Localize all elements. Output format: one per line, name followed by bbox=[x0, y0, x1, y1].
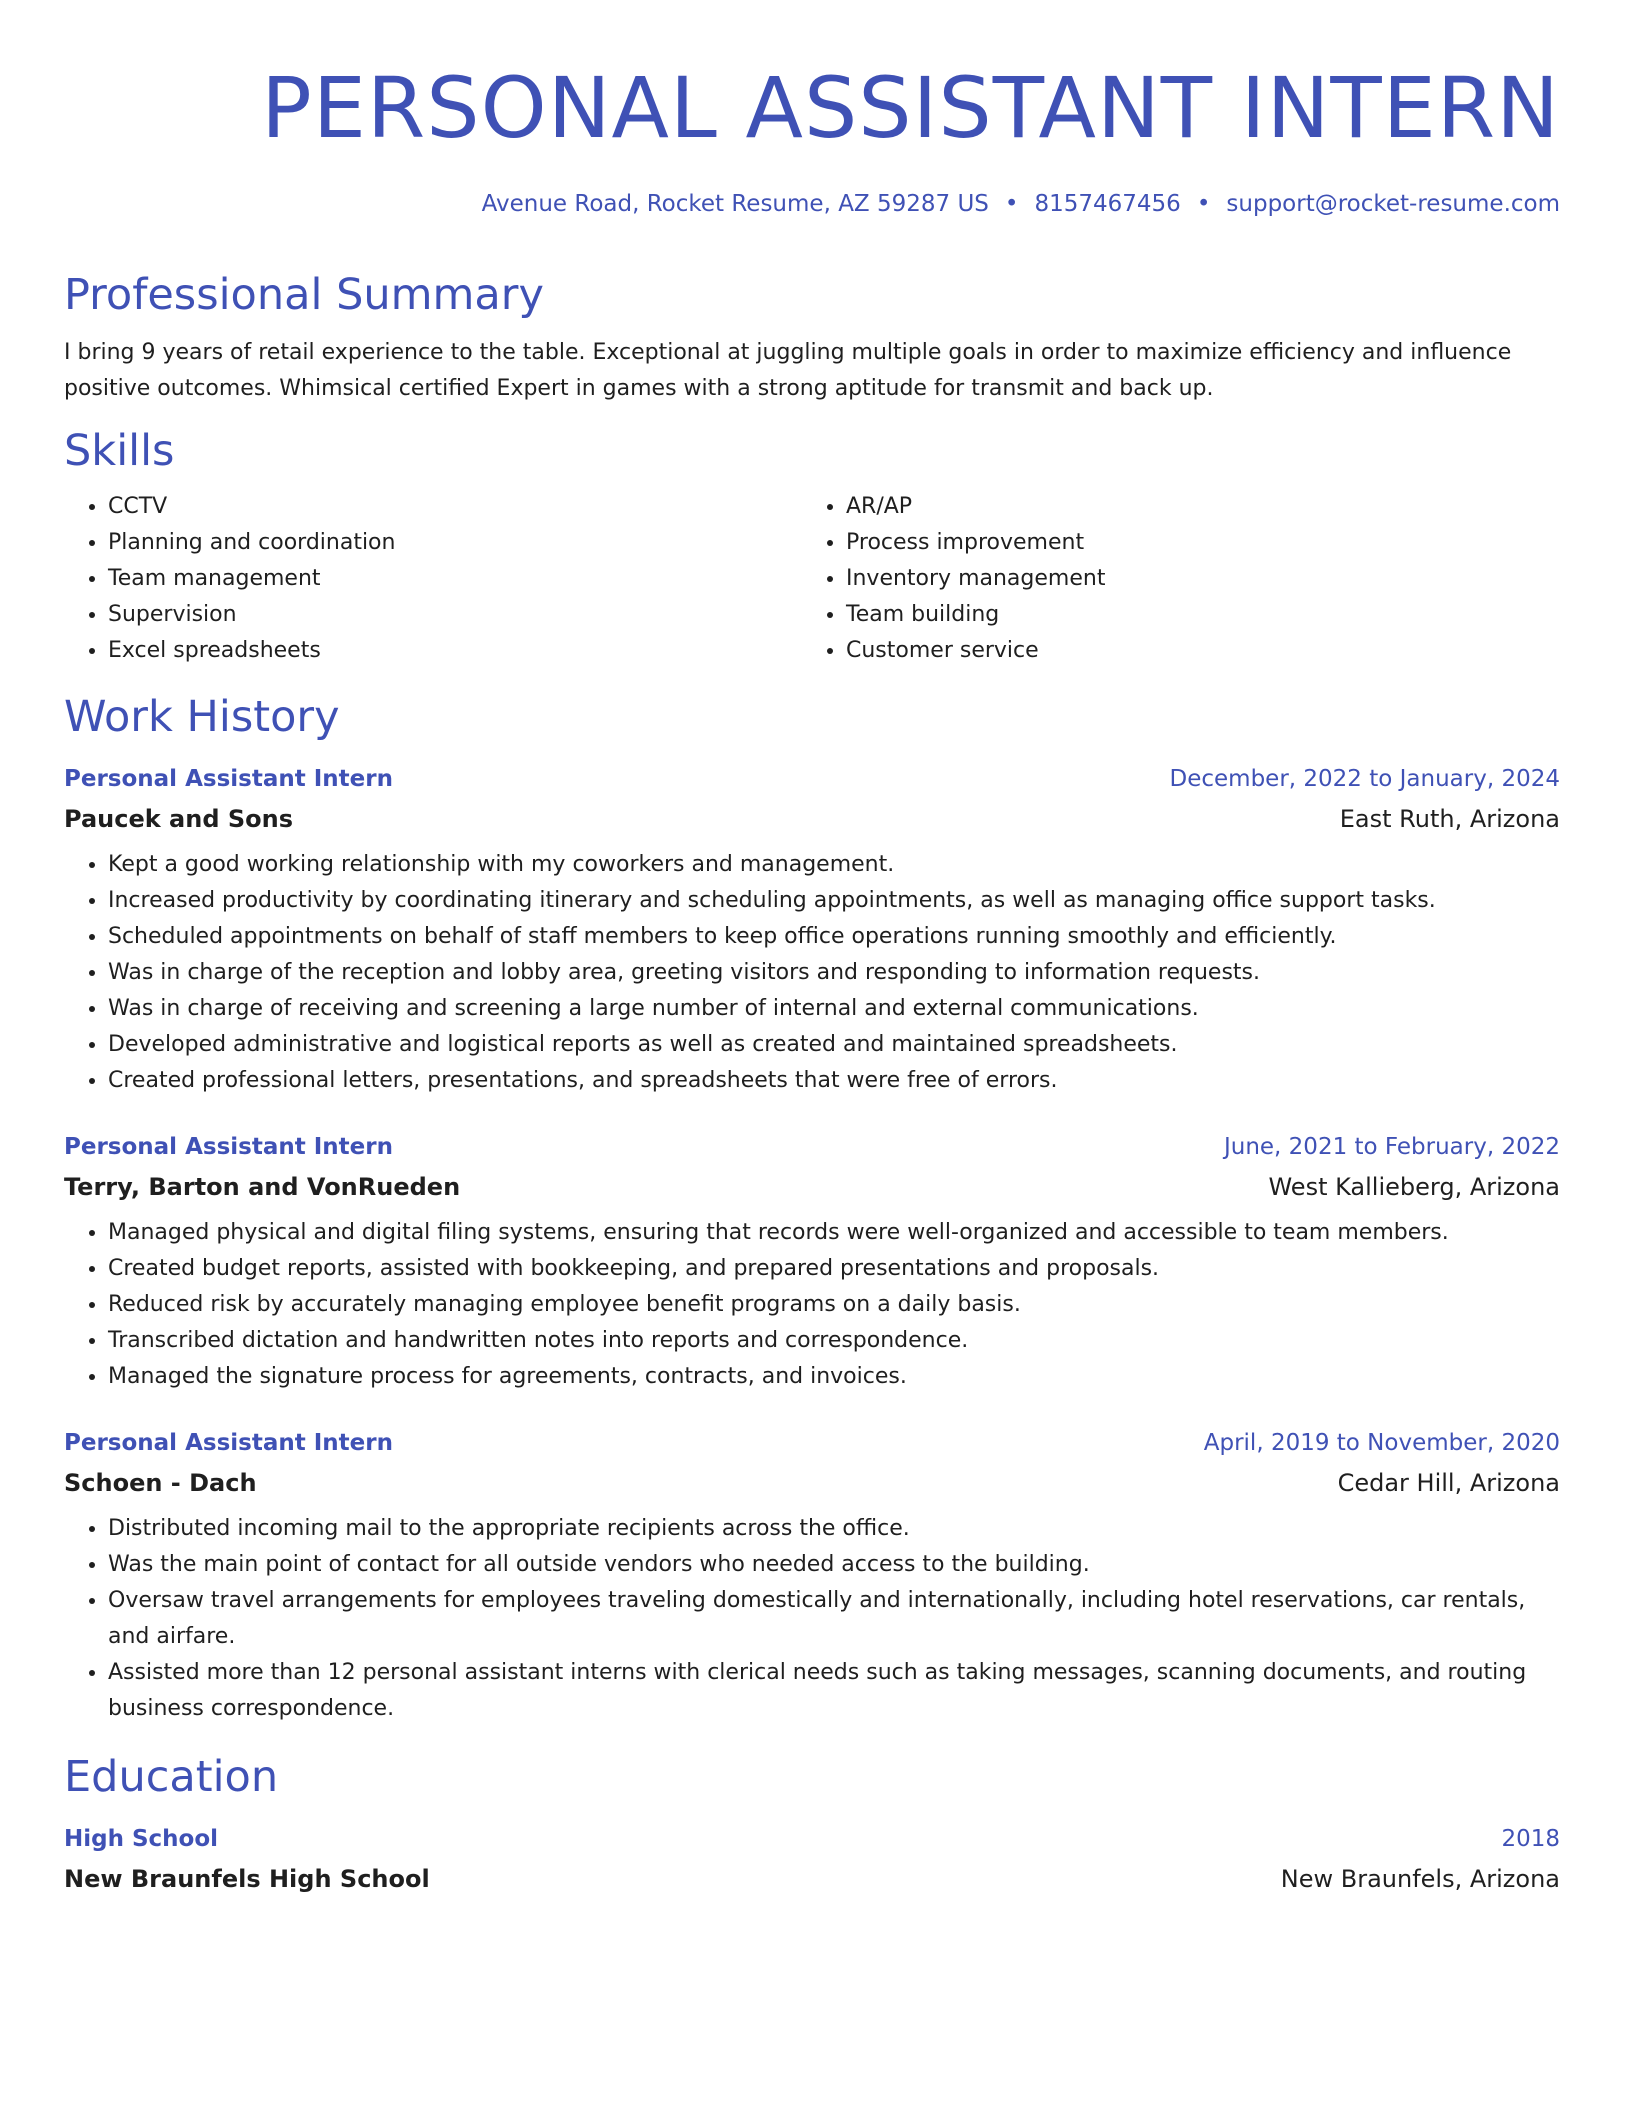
job-header bbox=[64, 1427, 1560, 1459]
separator-dot: • bbox=[1004, 191, 1019, 217]
education-entry bbox=[64, 1823, 1560, 1895]
job-bullet: • Created budget reports, assisted with bookkeeping, and prepared presentations and proposals. bbox=[108, 1251, 1560, 1287]
job-title: Personal Assistant Intern bbox=[64, 1134, 393, 1160]
job-bullet: • Was in charge of receiving and screening a large number of internal and external communications. bbox=[108, 991, 1560, 1027]
job-bullet: • Oversaw travel arrangements for employees traveling domestically and internationally, including hotel reservations, car rentals, and airfare. bbox=[108, 1583, 1560, 1655]
job-dates: April, 2019 to November, 2020 bbox=[1203, 1430, 1560, 1456]
job-dates: June, 2021 to February, 2022 bbox=[1223, 1134, 1560, 1160]
job-entry bbox=[64, 1427, 1560, 1727]
candidate-name: PERSONAL ASSISTANT INTERN bbox=[261, 59, 1560, 157]
skill-item: • Team building bbox=[846, 597, 1540, 633]
summary-text: I bring 9 years of retail experience to the table. Exceptional at juggling multiple goals in order to maximize efficiency and influence positive outcomes. Whimsical certified Expert in games with a strong aptitude for transmit and back up. bbox=[64, 340, 1512, 401]
skills-heading: Skills bbox=[64, 426, 175, 476]
job-bullet: • Increased productivity by coordinating itinerary and scheduling appointments, as well as managing office support tasks. bbox=[108, 883, 1560, 919]
phone[interactable]: 8157467456 bbox=[1034, 191, 1181, 217]
job-bullet: • Scheduled appointments on behalf of staff members to keep office operations running smoothly and efficiently. bbox=[108, 919, 1560, 955]
skill-item: • Excel spreadsheets bbox=[108, 633, 802, 669]
education-subheader bbox=[64, 1863, 1560, 1895]
company-name: Terry, Barton and VonRueden bbox=[64, 1173, 461, 1201]
job-bullets bbox=[64, 1511, 1560, 1727]
job-location: West Kallieberg, Arizona bbox=[1268, 1173, 1560, 1201]
degree: High School bbox=[64, 1826, 219, 1852]
skill-item: • AR/AP bbox=[846, 489, 1540, 525]
job-bullet: • Managed the signature process for agreements, contracts, and invoices. bbox=[108, 1359, 1560, 1395]
work-history-heading: Work History bbox=[64, 692, 340, 742]
job-bullet: • Assisted more than 12 personal assistant interns with clerical needs such as taking messages, scanning documents, and routing business correspondence. bbox=[108, 1655, 1560, 1727]
job-bullets bbox=[64, 847, 1560, 1099]
school-name: New Braunfels High School bbox=[64, 1865, 430, 1893]
contact-line bbox=[64, 189, 1560, 219]
resume-page bbox=[64, 0, 1560, 1895]
email-link[interactable]: support@rocket-resume.com bbox=[1226, 191, 1560, 217]
company-name: Paucek and Sons bbox=[64, 805, 294, 833]
job-header bbox=[64, 763, 1560, 795]
job-entry bbox=[64, 1131, 1560, 1395]
skill-item: • Planning and coordination bbox=[108, 525, 802, 561]
job-location: East Ruth, Arizona bbox=[1339, 805, 1560, 833]
job-bullet: • Distributed incoming mail to the appropriate recipients across the office. bbox=[108, 1511, 1560, 1547]
job-bullet: • Developed administrative and logistical reports as well as created and maintained spreadsheets. bbox=[108, 1027, 1560, 1063]
education-heading: Education bbox=[64, 1752, 279, 1802]
job-subheader bbox=[64, 803, 1560, 835]
company-name: Schoen - Dach bbox=[64, 1469, 257, 1497]
job-subheader bbox=[64, 1467, 1560, 1499]
skill-item: • Customer service bbox=[846, 633, 1540, 669]
job-location: Cedar Hill, Arizona bbox=[1337, 1469, 1560, 1497]
skills-columns bbox=[64, 489, 1560, 669]
skills-list-left bbox=[64, 489, 802, 669]
summary-heading: Professional Summary bbox=[64, 270, 544, 320]
job-title: Personal Assistant Intern bbox=[64, 1430, 393, 1456]
job-bullet: • Transcribed dictation and handwritten notes into reports and correspondence. bbox=[108, 1323, 1560, 1359]
job-bullet: • Kept a good working relationship with my coworkers and management. bbox=[108, 847, 1560, 883]
address: Avenue Road, Rocket Resume, AZ 59287 US bbox=[481, 191, 989, 217]
skills-list-right bbox=[802, 489, 1540, 669]
job-bullet: • Managed physical and digital filing systems, ensuring that records were well-organized and accessible to team members. bbox=[108, 1215, 1560, 1251]
job-dates: December, 2022 to January, 2024 bbox=[1169, 766, 1560, 792]
job-bullet: • Reduced risk by accurately managing employee benefit programs on a daily basis. bbox=[108, 1287, 1560, 1323]
skill-item: • Process improvement bbox=[846, 525, 1540, 561]
education-header bbox=[64, 1823, 1560, 1855]
job-bullet: • Was in charge of the reception and lobby area, greeting visitors and responding to information requests. bbox=[108, 955, 1560, 991]
job-entry bbox=[64, 763, 1560, 1099]
graduation-year: 2018 bbox=[1501, 1826, 1560, 1852]
school-location: New Braunfels, Arizona bbox=[1280, 1865, 1560, 1893]
skill-item: • Supervision bbox=[108, 597, 802, 633]
job-subheader bbox=[64, 1171, 1560, 1203]
job-title: Personal Assistant Intern bbox=[64, 766, 393, 792]
job-bullet: • Created professional letters, presentations, and spreadsheets that were free of errors. bbox=[108, 1063, 1560, 1099]
job-bullets bbox=[64, 1215, 1560, 1395]
job-bullet: • Was the main point of contact for all outside vendors who needed access to the building. bbox=[108, 1547, 1560, 1583]
skill-item: • CCTV bbox=[108, 489, 802, 525]
job-header bbox=[64, 1131, 1560, 1163]
separator-dot: • bbox=[1196, 191, 1211, 217]
skill-item: • Team management bbox=[108, 561, 802, 597]
skill-item: • Inventory management bbox=[846, 561, 1540, 597]
